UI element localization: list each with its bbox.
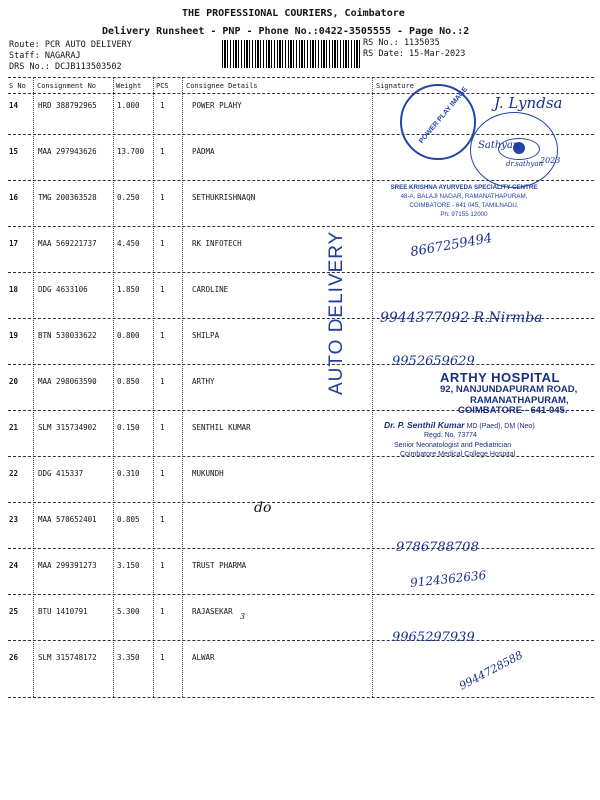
row-pcs: 1 xyxy=(160,147,165,156)
row-weight: 3.350 xyxy=(117,653,140,662)
arthy-hospital-stamp xyxy=(440,371,577,417)
power-play-stamp xyxy=(400,84,476,160)
runsheet-subtitle: Delivery Runsheet - PNP - Phone No.:0422-3505555 - Page No.:2 xyxy=(102,26,470,37)
row-weight: 0.310 xyxy=(117,469,140,478)
row-consignee: PADMA xyxy=(192,147,215,156)
sree-title: SREE KRISHNA AYURVEDA SPECIALITY CENTRE xyxy=(390,184,538,191)
row-rule xyxy=(8,640,594,641)
row23-mark: do xyxy=(254,500,272,516)
runsheet-title: THE PROFESSIONAL COURIERS, Coimbatore xyxy=(182,8,405,19)
doctor-qual: MD (Paed), DM (Neo) xyxy=(466,423,535,430)
row-consignee: TRUST PHARMA xyxy=(192,561,247,570)
arthy-addr3: COIMBATORE - 641 045. xyxy=(458,405,568,417)
row-pcs: 1 xyxy=(160,607,165,616)
col-header-sno: S No xyxy=(9,82,26,90)
row-consignment-no: MAA 569221737 xyxy=(38,239,97,248)
row-pcs: 1 xyxy=(160,515,165,524)
row-pcs: 1 xyxy=(160,239,165,248)
col-header-consignment: Consignment No xyxy=(37,82,97,90)
eye-care-doctor: dr.sathyan xyxy=(506,160,544,168)
row-consignment-no: BTU 1410791 xyxy=(38,607,88,616)
row-sno: 19 xyxy=(9,331,19,340)
row-consignment-no: MAA 299391273 xyxy=(38,561,97,570)
row-weight: 4.450 xyxy=(117,239,140,248)
arthy-addr2: RAMANATHAPURAM, xyxy=(470,394,569,406)
row-sno: 25 xyxy=(9,607,19,616)
row-consignment-no: SLM 315748172 xyxy=(38,653,97,662)
row-sno: 15 xyxy=(9,147,19,156)
row-consignee: RK INFOTECH xyxy=(192,239,242,248)
signature-row14: J. Lyndsa xyxy=(494,94,563,112)
power-play-stamp-text: POWER PLAY IMAGE xyxy=(418,85,470,146)
row-sno: 24 xyxy=(9,561,19,570)
row-weight: 0.805 xyxy=(117,515,140,524)
row-weight: 1.850 xyxy=(117,285,140,294)
row-weight: 5.300 xyxy=(117,607,140,616)
doctor-name: Dr. P. Senthil Kumar xyxy=(384,420,465,430)
row-sno: 14 xyxy=(9,101,19,110)
row-sno: 20 xyxy=(9,377,19,386)
col-header-signature: Signature xyxy=(376,82,414,90)
rs-number: RS No.: 1135035 xyxy=(363,38,440,48)
sree-krishna-stamp xyxy=(376,184,552,236)
staff-label: Staff: NAGARAJ xyxy=(9,51,81,61)
phone-row24: 9124362636 xyxy=(409,568,487,590)
rs-date: RS Date: 15-Mar-2023 xyxy=(363,49,466,59)
row-consignee: RAJASEKAR xyxy=(192,607,233,616)
sree-addr2: COIMBATORE - 641 045, TAMILNADU. xyxy=(409,201,519,209)
row-consignment-no: MAA 298063590 xyxy=(38,377,97,386)
row-pcs: 1 xyxy=(160,331,165,340)
sree-phone: Ph: 97155 12000 xyxy=(440,210,488,218)
row-weight: 0.800 xyxy=(117,331,140,340)
doctor-stamp xyxy=(384,420,535,460)
phone-row17: 8667259494 xyxy=(409,230,494,261)
row-sno: 23 xyxy=(9,515,19,524)
row-consignment-no: MAA 570652401 xyxy=(38,515,97,524)
row-rule xyxy=(8,594,594,595)
row-consignment-no: DDG 4633106 xyxy=(38,285,88,294)
row-consignee: MUKUNDH xyxy=(192,469,224,478)
row-consignee: SETHUKRISHNAQN xyxy=(192,193,256,202)
table-bottom-rule xyxy=(8,697,594,698)
row-pcs: 1 xyxy=(160,285,165,294)
row-sno: 22 xyxy=(9,469,19,478)
row-sno: 16 xyxy=(9,193,19,202)
row-weight: 13.700 xyxy=(117,147,145,156)
row-consignee: SHILPA xyxy=(192,331,220,340)
col-header-weight: Weight xyxy=(116,82,142,90)
row-consignee: ARTHY xyxy=(192,377,215,386)
phone-row26: 9944728588 xyxy=(457,648,525,693)
arthy-addr1: 92, NANJUNDAPURAM ROAD, xyxy=(440,384,578,396)
row-pcs: 1 xyxy=(160,101,165,110)
row-pcs: 1 xyxy=(160,469,165,478)
doctor-regd: Regd. No. 73774 xyxy=(424,432,477,440)
doctor-inst: Coimbatore Medical College Hospital xyxy=(400,451,516,459)
row-pcs: 1 xyxy=(160,423,165,432)
barcode xyxy=(222,40,362,68)
row-sno: 17 xyxy=(9,239,19,248)
route-label: Route: PCR AUTO DELIVERY xyxy=(9,40,132,50)
row-pcs: 1 xyxy=(160,561,165,570)
row-consignment-no: BTN 530033622 xyxy=(38,331,97,340)
row-weight: 1.000 xyxy=(117,101,140,110)
row-consignment-no: DDG 415337 xyxy=(38,469,84,478)
row25-mark: 3 xyxy=(240,612,246,621)
row-weight: 0.850 xyxy=(117,377,140,386)
col-header-pcs: PCS xyxy=(156,82,169,90)
drs-number: DRS No.: DCJB113503502 xyxy=(9,62,122,72)
row-weight: 0.150 xyxy=(117,423,140,432)
row-pcs: 1 xyxy=(160,653,165,662)
phone-row18: 9944377092 R.Nirmba xyxy=(380,310,543,326)
arthy-name: ARTHY HOSPITAL xyxy=(440,370,560,385)
col-header-consignee: Consignee Details xyxy=(186,82,258,90)
table-top-rule xyxy=(8,77,594,78)
row-rule xyxy=(8,272,594,273)
signature-row15: Sathyan xyxy=(478,140,520,151)
row-rule xyxy=(8,502,594,503)
row-sno: 21 xyxy=(9,423,19,432)
row-consignee: SENTHIL KUMAR xyxy=(192,423,251,432)
row-pcs: 1 xyxy=(160,377,165,386)
row-consignee: POWER PLAHY xyxy=(192,101,242,110)
row-consignment-no: MAA 297943626 xyxy=(38,147,97,156)
row-consignment-no: SLM 315734902 xyxy=(38,423,97,432)
eye-care-year: 2023 xyxy=(540,156,561,165)
row-rule xyxy=(8,548,594,549)
auto-delivery-stamp: AUTO DELIVERY xyxy=(326,230,347,395)
row-rule xyxy=(8,364,594,365)
sree-addr1: 48-A, BALAJI NAGAR, RAMANATHAPURAM, xyxy=(400,192,528,200)
phone-row25: 9965297939 xyxy=(392,630,475,645)
row-sno: 18 xyxy=(9,285,19,294)
row-weight: 3.150 xyxy=(117,561,140,570)
row-consignment-no: HRD 388792965 xyxy=(38,101,97,110)
row-weight: 0.250 xyxy=(117,193,140,202)
phone-row23: 9786788708 xyxy=(396,540,479,555)
row-sno: 26 xyxy=(9,653,19,662)
doctor-title: Senior Neonatologist and Pediatrician xyxy=(394,441,512,449)
row-consignment-no: TMG 200363528 xyxy=(38,193,97,202)
row-consignee: ALWAR xyxy=(192,653,215,662)
row-pcs: 1 xyxy=(160,193,165,202)
row-consignee: CAROLINE xyxy=(192,285,229,294)
phone-row19: 9952659629 xyxy=(392,354,475,369)
